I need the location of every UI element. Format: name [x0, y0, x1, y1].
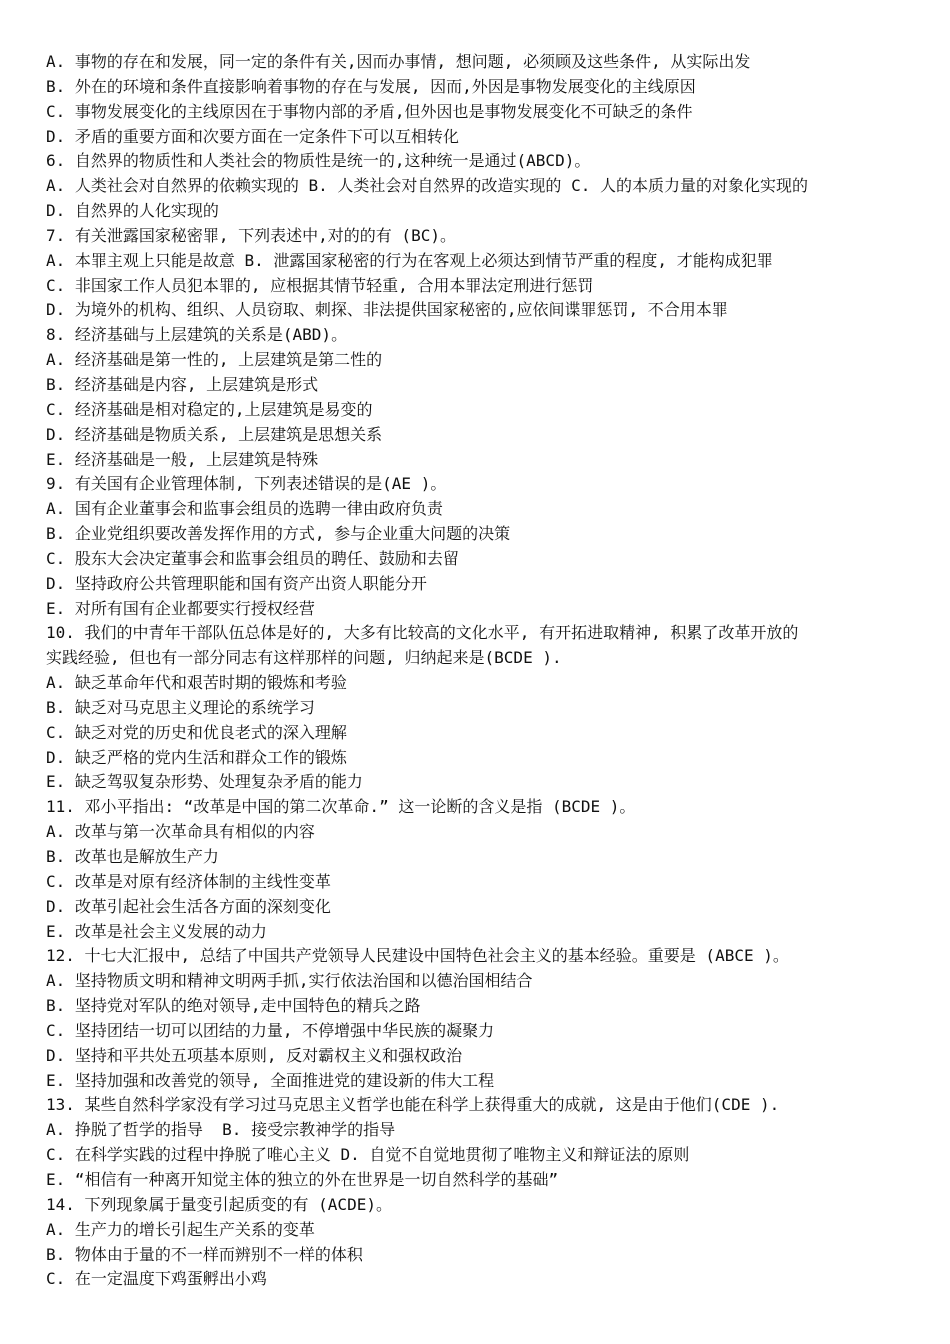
text-line: E. “相信有一种离开知觉主体的独立的外在世界是一切自然科学的基础” [46, 1169, 559, 1189]
document-page [46, 50, 926, 1292]
text-line: E. 经济基础是一般, 上层建筑是特殊 [46, 449, 319, 469]
text-line: D. 自然界的人化实现的 [46, 201, 219, 221]
text-line: C. 股东大会决定董事会和监事会组员的聘任、鼓励和去留 [46, 548, 459, 568]
text-line: C. 缺乏对党的历史和优良老式的深入理解 [46, 722, 347, 742]
text-line: B. 物体由于量的不一样而辨别不一样的体积 [46, 1244, 363, 1264]
text-line: A. 国有企业董事会和监事会组员的选聘一律由政府负责 [46, 499, 443, 519]
text-line: E. 对所有国有企业都要实行授权经营 [46, 598, 315, 618]
text-line: A. 本罪主观上只能是故意 B. 泄露国家秘密的行为在客观上必须达到情节严重的程度, 才能构成犯罪 [46, 250, 773, 270]
text-line: B. 经济基础是内容, 上层建筑是形式 [46, 374, 319, 394]
text-line: B. 外在的环境和条件直接影响着事物的存在与发展, 因而,外因是事物发展变化的主线原因 [46, 76, 696, 96]
text-line: C. 非国家工作人员犯本罪的, 应根据其情节轻重, 合用本罪法定刑进行惩罚 [46, 275, 594, 295]
text-line: C. 在科学实践的过程中挣脱了唯心主义 D. 自觉不自觉地贯彻了唯物主义和辩证法的原则 [46, 1145, 690, 1165]
text-line: D. 缺乏严格的党内生活和群众工作的锻炼 [46, 747, 347, 767]
text-line: D. 矛盾的重要方面和次要方面在一定条件下可以互相转化 [46, 126, 459, 146]
text-line: A. 经济基础是第一性的, 上层建筑是第二性的 [46, 350, 383, 370]
text-line: 13. 某些自然科学家没有学习过马克思主义哲学也能在科学上获得重大的成就, 这是由于他们(CDE ). [46, 1095, 780, 1115]
text-line: D. 坚持政府公共管理职能和国有资产出资人职能分开 [46, 573, 427, 593]
text-line: 14. 下列现象属于量变引起质变的有 (ACDE)。 [46, 1194, 392, 1214]
text-line: E. 改革是社会主义发展的动力 [46, 921, 267, 941]
text-line: B. 缺乏对马克思主义理论的系统学习 [46, 697, 315, 717]
text-line: C. 经济基础是相对稳定的,上层建筑是易变的 [46, 399, 373, 419]
text-line: 10. 我们的中青年干部队伍总体是好的, 大多有比较高的文化水平, 有开拓进取精神, 积累了改革开放的 [46, 623, 799, 643]
text-line: B. 企业党组织要改善发挥作用的方式, 参与企业重大问题的决策 [46, 524, 511, 544]
text-line: 实践经验, 但也有一部分同志有这样那样的问题, 归纳起来是(BCDE ). [46, 648, 562, 668]
text-line: A. 生产力的增长引起生产关系的变革 [46, 1219, 315, 1239]
text-line: 9. 有关国有企业管理体制, 下列表述错误的是(AE )。 [46, 474, 447, 494]
text-line: 8. 经济基础与上层建筑的关系是(ABD)。 [46, 325, 348, 345]
text-line: 6. 自然界的物质性和人类社会的物质性是统一的,这种统一是通过(ABCD)。 [46, 151, 591, 171]
text-line: 11. 邓小平指出: “改革是中国的第二次革命.” 这一论断的含义是指 (BCDE )。 [46, 797, 636, 817]
text-line: A. 缺乏革命年代和艰苦时期的锻炼和考验 [46, 673, 347, 693]
text-line: B. 改革也是解放生产力 [46, 847, 219, 866]
text-line: E. 缺乏驾驭复杂形势、处理复杂矛盾的能力 [46, 772, 363, 792]
text-line: A. 坚持物质文明和精神文明两手抓,实行依法治国和以德治国相结合 [46, 971, 533, 991]
text-line: E. 坚持加强和改善党的领导, 全面推进党的建设新的伟大工程 [46, 1070, 495, 1090]
text-line: C. 改革是对原有经济体制的主线性变革 [46, 871, 331, 891]
text-line: A. 挣脱了哲学的指导 B. 接受宗教神学的指导 [46, 1120, 396, 1140]
text-line: 12. 十七大汇报中, 总结了中国共产党领导人民建设中国特色社会主义的基本经验。重要是 (ABCE )。 [46, 946, 789, 966]
text-line: C. 在一定温度下鸡蛋孵出小鸡 [46, 1269, 267, 1289]
text-line: 7. 有关泄露国家秘密罪, 下列表述中,对的的有 (BC)。 [46, 225, 456, 245]
text-line: D. 坚持和平共处五项基本原则, 反对霸权主义和强权政治 [46, 1045, 463, 1065]
text-line: C. 事物发展变化的主线原因在于事物内部的矛盾,但外因也是事物发展变化不可缺乏的条件 [46, 101, 693, 121]
text-line: A. 人类社会对自然界的依赖实现的 B. 人类社会对自然界的改造实现的 C. 人的本质力量的对象化实现的 [46, 176, 808, 196]
text-line: B. 坚持党对军队的绝对领导,走中国特色的精兵之路 [46, 996, 421, 1016]
text-line: D. 改革引起社会生活各方面的深刻变化 [46, 896, 331, 916]
text-line: D. 为境外的机构、组织、人员窃取、刺探、非法提供国家秘密的,应依间谍罪惩罚, 不合用本罪 [46, 300, 728, 320]
text-line: A. 事物的存在和发展，同一定的条件有关,因而办事情, 想问题, 必须顾及这些条件, 从实际出发 [46, 52, 751, 71]
text-line: D. 经济基础是物质关系, 上层建筑是思想关系 [46, 424, 383, 444]
text-line: A. 改革与第一次革命具有相似的内容 [46, 822, 315, 842]
text-line: C. 坚持团结一切可以团结的力量, 不停增强中华民族的凝聚力 [46, 1020, 495, 1040]
